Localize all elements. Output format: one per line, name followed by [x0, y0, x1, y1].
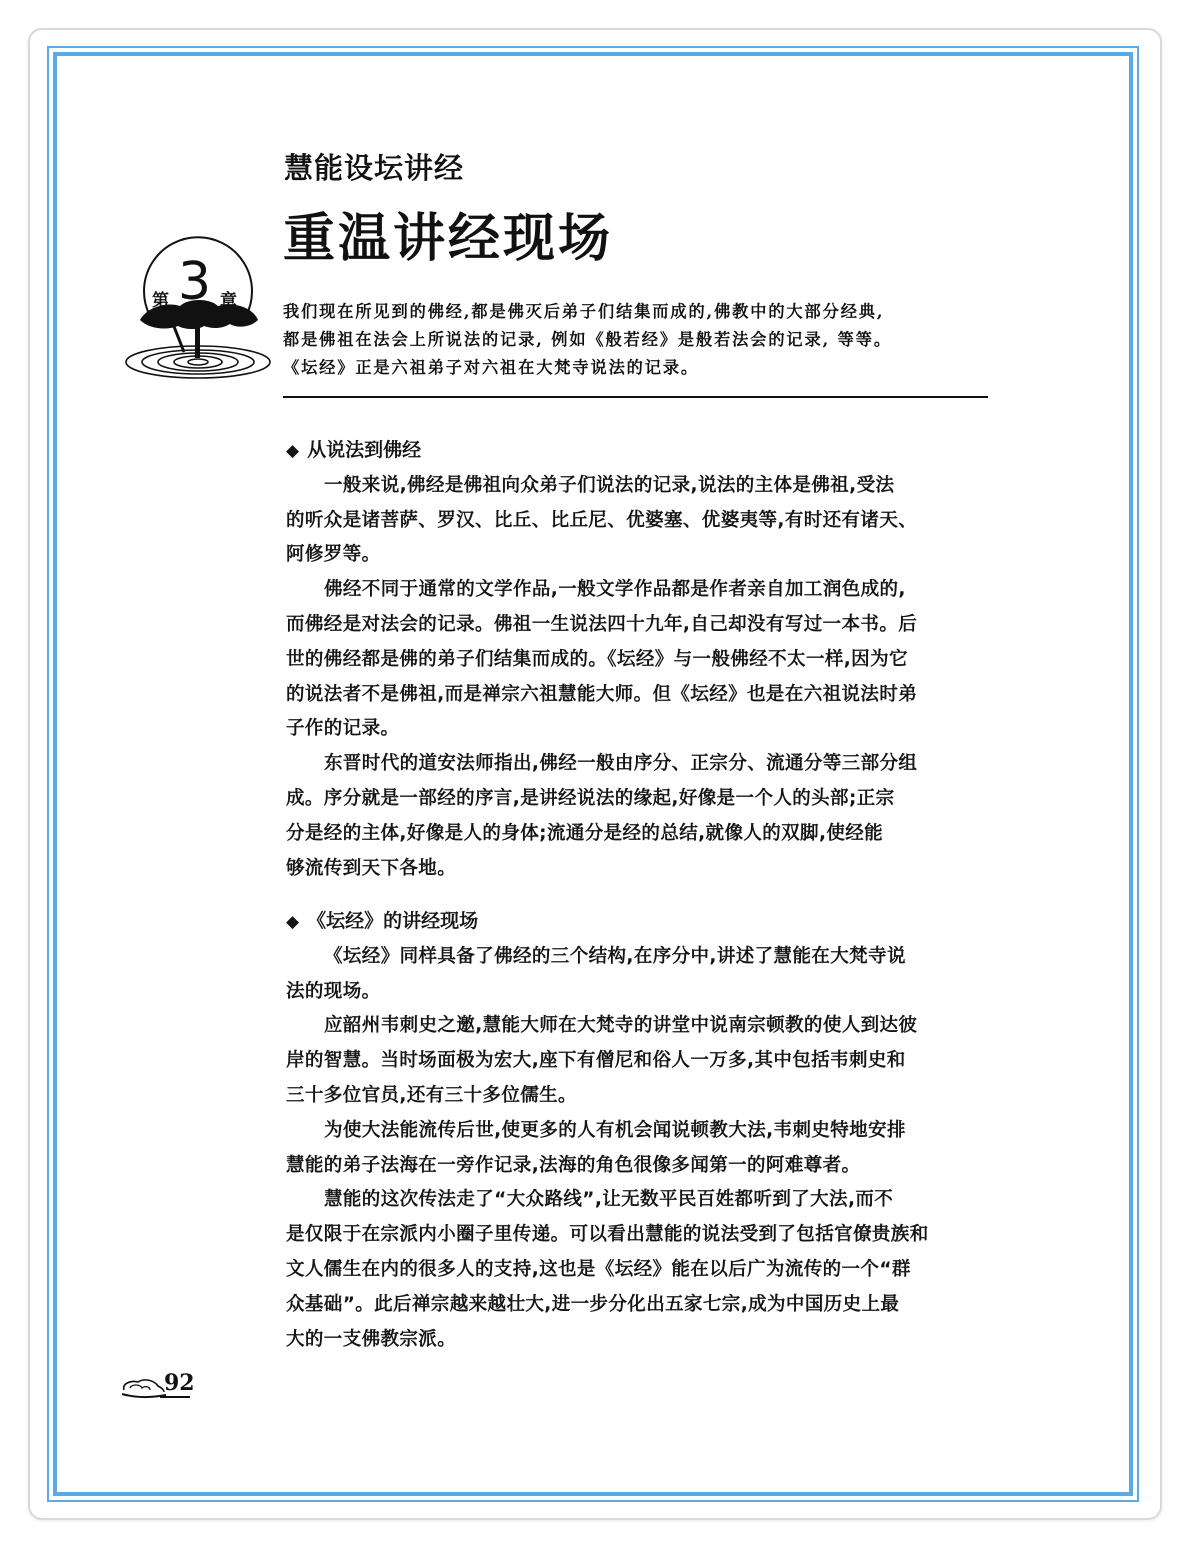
paragraph-line: 为使大法能流传后世,使更多的人有机会闻说顿教大法,韦刺史特地安排: [324, 1119, 906, 1141]
paragraph-line: 子作的记录。: [286, 718, 400, 740]
paragraph-line: 是仅限于在宗派内小圈子里传递。可以看出慧能的说法受到了包括官僚贵族和: [286, 1224, 929, 1246]
paragraph-line: 应韶州韦刺史之邀,慧能大师在大梵寺的讲堂中说南宗顿教的使人到达彼: [324, 1015, 918, 1037]
chapter-suffix: 章: [220, 291, 237, 311]
section-heading: [286, 904, 992, 940]
chapter-emblem: [118, 236, 278, 386]
paragraph-line: 文人儒生在内的很多人的支持,这也是《坛经》能在以后广为流传的一个“群: [286, 1258, 911, 1280]
paragraph-line: 分是经的主体,好像是人的身体;流通分是经的总结,就像人的双脚,使经能: [286, 822, 884, 844]
section-platform-sutra-scene: [286, 904, 992, 1357]
intro-line: 我们现在所见到的佛经,都是佛灭后弟子们结集而成的,佛教中的大部分经典,: [283, 302, 885, 321]
paragraph-line: 《坛经》同样具备了佛经的三个结构,在序分中,讲述了慧能在大梵寺说: [324, 945, 906, 967]
paragraph-line: 东晋时代的道安法师指出,佛经一般由序分、正宗分、流通分等三部分组: [324, 753, 918, 775]
paragraph-line: 法的现场。: [286, 980, 381, 1002]
diamond-bullet-icon: ◆: [286, 441, 300, 461]
paragraph-line: 佛经不同于通常的文学作品,一般文学作品都是作者亲自加工润色成的,: [324, 579, 906, 601]
chapter-number: 3: [178, 252, 212, 312]
paragraph-line: 慧能的这次传法走了“大众路线”,让无数平民百姓都听到了大法,而不: [324, 1189, 894, 1211]
chapter-subtitle: 慧能设坛讲经: [284, 151, 465, 185]
diamond-bullet-icon: ◆: [286, 912, 300, 932]
paragraph-line: 成。序分就是一部经的序言,是讲经说法的缘起,好像是一个人的头部;正宗: [286, 787, 895, 809]
intro-line: 《坛经》正是六祖弟子对六祖在大梵寺说法的记录。: [283, 358, 700, 377]
intro-line: 都是佛祖在法会上所说法的记录, 例如《般若经》是般若法会的记录, 等等。: [283, 330, 892, 349]
chapter-prefix: 第: [152, 291, 169, 311]
chapter-intro: [283, 298, 993, 382]
paragraph-line: 的说法者不是佛祖,而是禅宗六祖慧能大师。但《坛经》也是在六祖说法时弟: [286, 683, 918, 705]
section-from-preaching-to-sutra: [286, 433, 992, 886]
paragraph-line: 岸的智慧。当时场面极为宏大,座下有僧尼和俗人一万多,其中包括韦刺史和: [286, 1050, 906, 1072]
paragraph-line: 的听众是诸菩萨、罗汉、比丘、比丘尼、优婆塞、优婆夷等,有时还有诸天、: [286, 509, 918, 531]
page-number-block: [120, 1370, 200, 1400]
paragraph-line: 够流传到天下各地。: [286, 857, 457, 879]
paragraph-line: 而佛经是对法会的记录。佛祖一生说法四十九年,自己却没有写过一本书。后: [286, 613, 918, 635]
paragraph-line: 大的一支佛教宗派。: [286, 1328, 457, 1350]
page-number-underline: [160, 1396, 190, 1398]
intro-divider: [283, 396, 988, 398]
paragraph-line: 阿修罗等。: [286, 544, 381, 566]
paragraph-line: 慧能的弟子法海在一旁作记录,法海的角色很像多闻第一的阿难尊者。: [286, 1154, 861, 1176]
section-heading-text: 从说法到佛经: [307, 439, 422, 461]
page-number: 92: [164, 1370, 195, 1396]
paragraph-line: 三十多位官员,还有三十多位儒生。: [286, 1084, 577, 1106]
paragraph-line: 世的佛经都是佛的弟子们结集而成的。《坛经》与一般佛经不太一样,因为它: [286, 648, 908, 670]
section-heading: [286, 433, 992, 469]
paragraph-line: 众基础”。此后禅宗越来越壮大,进一步分化出五家七宗,成为中国历史上最: [286, 1293, 900, 1315]
chapter-title: 重温讲经现场: [283, 209, 614, 269]
paragraph-line: 一般来说,佛经是佛祖向众弟子们说法的记录,说法的主体是佛祖,受法: [324, 474, 895, 496]
section-heading-text: 《坛经》的讲经现场: [307, 910, 479, 932]
